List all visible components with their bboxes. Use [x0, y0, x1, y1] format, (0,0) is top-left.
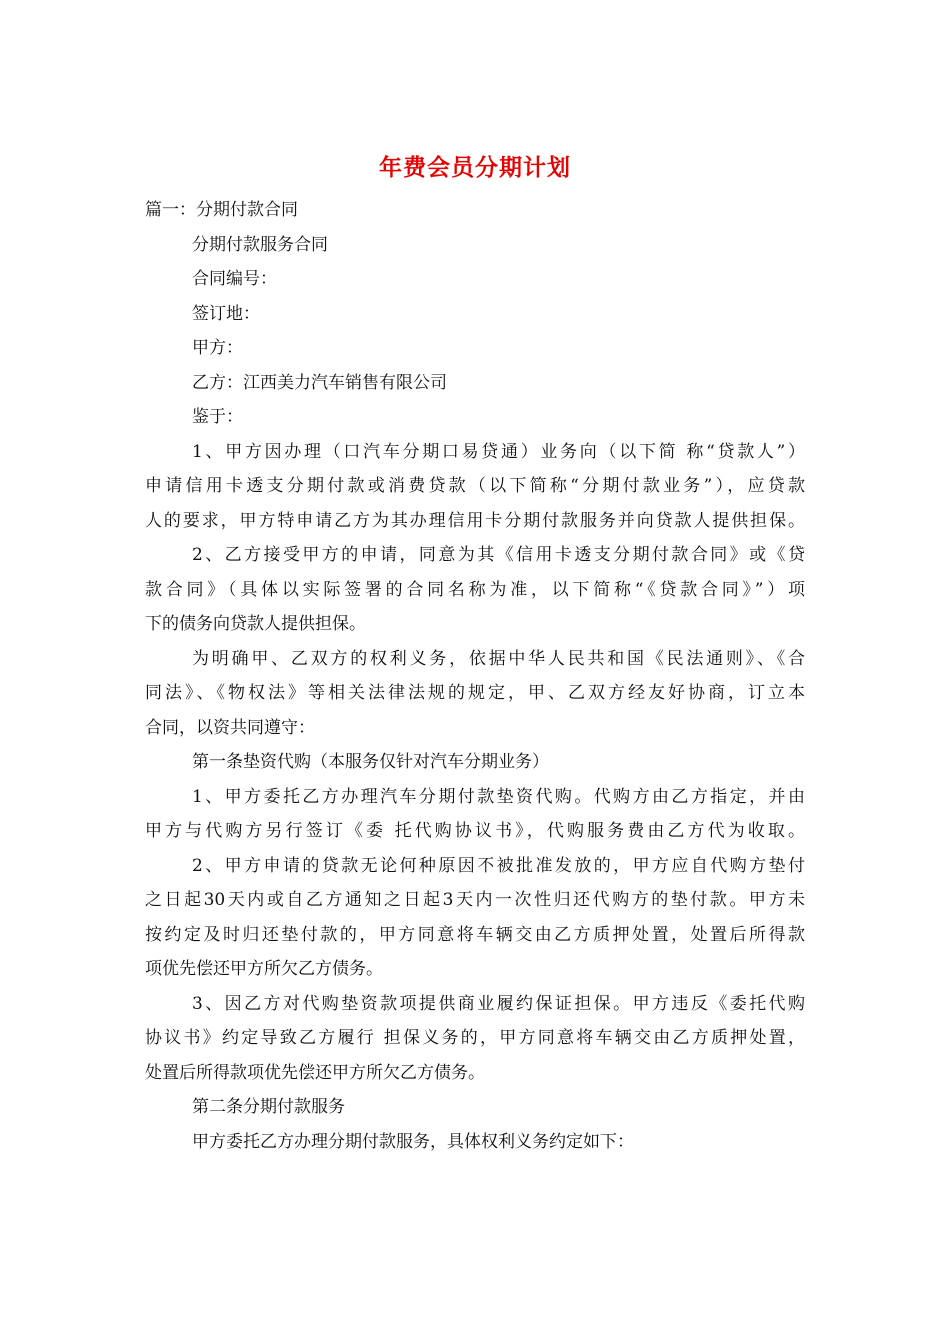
body-line: 申请信用卡透支分期付款或消费贷款（以下简称“分期付款业务”），应贷款	[145, 476, 805, 496]
body-line: 款合同》（具体以实际签署的合同名称为准，以下简称“《贷款合同》”）项	[145, 579, 805, 600]
body-line: 第一条垫资代购（本服务仅针对汽车分期业务）	[192, 752, 549, 772]
body-line: 签订地：	[192, 303, 260, 324]
body-line: 第二条分期付款服务	[192, 1097, 345, 1117]
body-line: 合同，以资共同遵守：	[145, 717, 315, 738]
body-line: 鉴于：	[192, 407, 243, 427]
body-line: 处置后所得款项优先偿还甲方所欠乙方债务。	[145, 1062, 485, 1083]
body-line: 协议书》约定导致乙方履行 担保义务的，甲方同意将车辆交由乙方质押处置，	[145, 1028, 805, 1048]
body-line: 甲方：	[192, 338, 243, 358]
body-line: 2、乙方接受甲方的申请，同意为其《信用卡透支分期付款合同》或《贷	[192, 545, 805, 565]
document-title: 年费会员分期计划	[379, 154, 571, 181]
body-line: 分期付款服务合同	[192, 234, 328, 255]
body-line: 2、甲方申请的贷款无论何种原因不被批准发放的，甲方应自代购方垫付	[192, 855, 805, 876]
body-line: 项优先偿还甲方所欠乙方债务。	[145, 959, 383, 979]
body-line: 合同编号：	[192, 269, 277, 289]
body-line: 按约定及时归还垫付款的，甲方同意将车辆交由乙方质押处置，处置后所得款	[145, 924, 805, 945]
body-line: 1、甲方委托乙方办理汽车分期付款垫资代购。代购方由乙方指定，并由	[192, 786, 805, 807]
body-line: 同法》、《物权法》等相关法律法规的规定，甲、乙双方经友好协商，订立本	[145, 683, 805, 703]
body-line: 为明确甲、乙双方的权利义务，依据中华人民共和国《民法通则》、《合	[192, 648, 805, 669]
body-line: 下的债务向贷款人提供担保。	[145, 614, 366, 634]
document-body	[145, 193, 805, 1159]
body-line: 甲方委托乙方办理分期付款服务，具体权利义务约定如下：	[192, 1131, 634, 1152]
body-line: 篇一：分期付款合同	[145, 200, 298, 220]
body-line: 1、甲方因办理（口汽车分期口易贷通）业务向（以下简 称“贷款人”）	[192, 441, 805, 462]
body-line: 之日起30天内或自乙方通知之日起3天内一次性归还代购方的垫付款。甲方未	[145, 890, 805, 910]
body-line: 3、因乙方对代购垫资款项提供商业履约保证担保。甲方违反《委托代购	[192, 993, 805, 1014]
body-line: 人的要求，甲方特申请乙方为其办理信用卡分期付款服务并向贷款人提供担保。	[145, 510, 805, 531]
body-line: 甲方与代购方另行签订《委 托代购协议书》，代购服务费由乙方代为收取。	[145, 821, 805, 841]
body-line: 乙方：江西美力汽车销售有限公司	[192, 372, 447, 393]
